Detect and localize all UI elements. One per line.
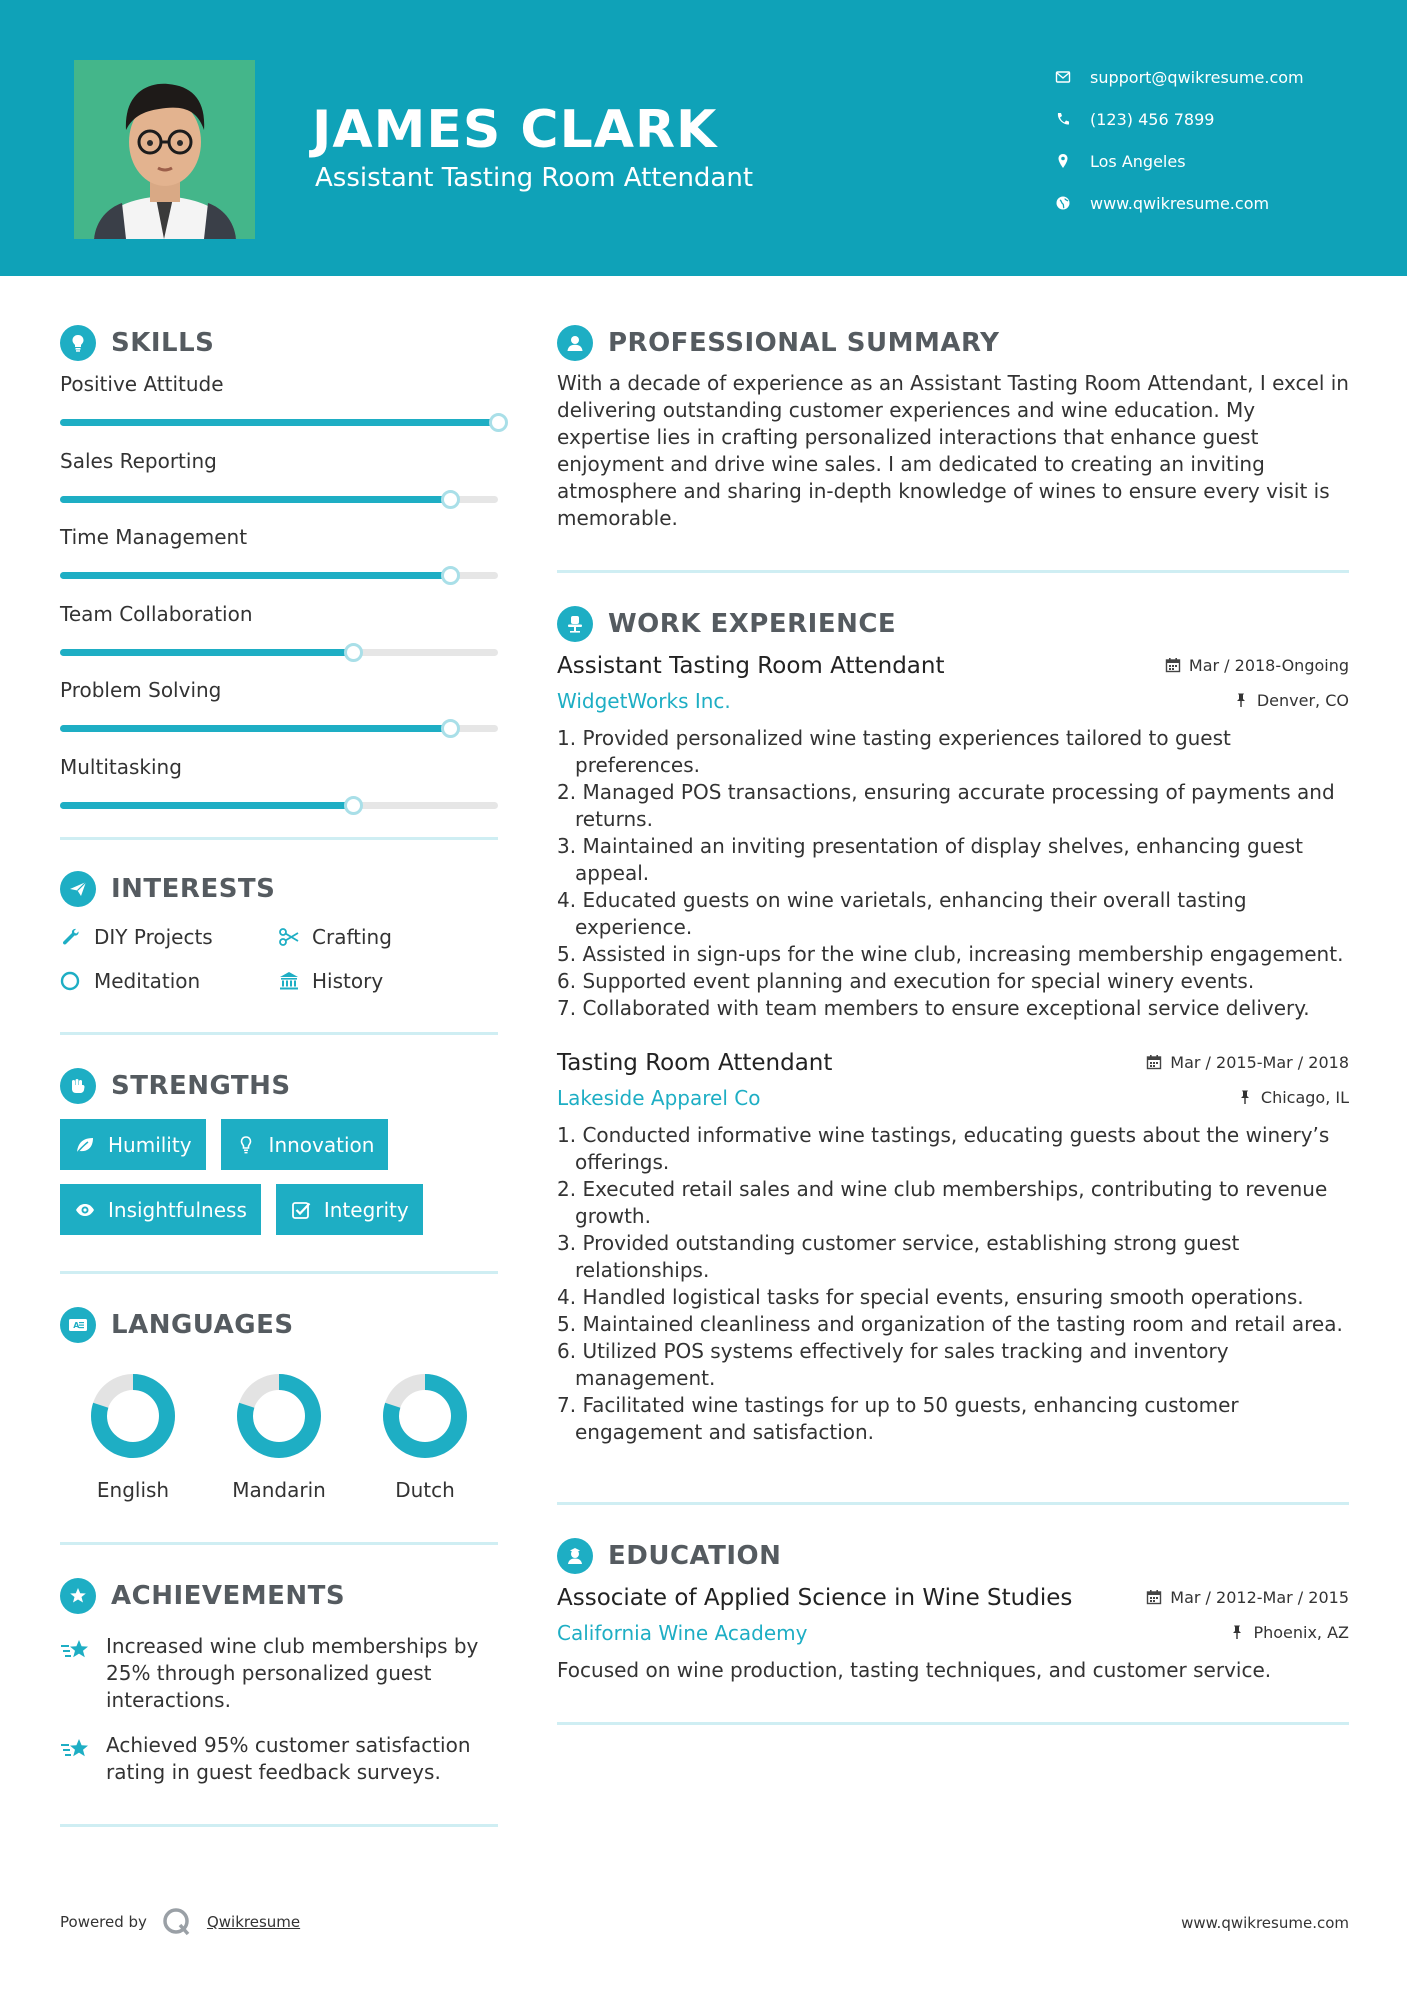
job-location-text: Chicago, IL	[1260, 1087, 1349, 1107]
powered-by-label: Powered by	[60, 1913, 147, 1931]
interest-label: Crafting	[312, 925, 392, 949]
interest-item	[278, 966, 498, 996]
skill-label: Sales Reporting	[60, 448, 217, 473]
strength-tag	[276, 1184, 423, 1235]
experience-title: WORK EXPERIENCE	[608, 609, 897, 639]
right-column	[557, 320, 1349, 1725]
calendar-icon	[1146, 1589, 1162, 1605]
candidate-title: Assistant Tasting Room Attendant	[315, 163, 754, 193]
skill-bar-knob	[441, 566, 460, 585]
strength-tag	[60, 1184, 261, 1235]
footer-website-link[interactable]: www.qwikresume.com	[1181, 1914, 1349, 1932]
section-divider	[557, 1502, 1349, 1505]
pushpin-icon	[1229, 1624, 1245, 1640]
experience-section	[557, 601, 1349, 1505]
contact-phone[interactable]	[1054, 98, 1384, 140]
job-title: Assistant Tasting Room Attendant	[557, 653, 945, 679]
skill-bar-fill	[60, 649, 353, 656]
skill-bar-track	[60, 649, 498, 656]
strengths-section	[60, 1063, 498, 1274]
education-location	[1229, 1623, 1349, 1642]
interest-item	[60, 966, 278, 996]
skill-bar-knob	[441, 719, 460, 738]
skills-title: SKILLS	[111, 328, 215, 358]
language-item	[206, 1370, 352, 1502]
school-name: California Wine Academy	[557, 1621, 808, 1645]
profile-photo	[74, 60, 255, 239]
interests-section	[60, 866, 498, 1035]
skill-bar-fill	[60, 802, 353, 809]
achievement-item	[60, 1732, 498, 1786]
skill-bar-fill	[60, 496, 450, 503]
job-bullets	[557, 1122, 1349, 1446]
languages-section	[60, 1302, 498, 1545]
interest-label: History	[312, 969, 384, 993]
job-company: WidgetWorks Inc.	[557, 689, 731, 713]
scissors-icon	[278, 926, 300, 948]
skill-label: Time Management	[60, 525, 248, 549]
job-bullet: 5. Maintained cleanliness and organization of the tasting room and retail area.	[557, 1312, 1343, 1336]
job-bullet: 2. Executed retail sales and wine club memberships, contributing to revenue growth.	[557, 1177, 1328, 1228]
job-bullet: 1. Provided personalized wine tasting experiences tailored to guest preferences.	[557, 726, 1231, 777]
job-location	[1237, 1088, 1349, 1107]
job-bullet: 4. Handled logistical tasks for special events, ensuring smooth operations.	[557, 1285, 1304, 1309]
job-bullet: 1. Conducted informative wine tastings, educating guests about the winery’s offerings.	[557, 1123, 1330, 1174]
contact-website[interactable]	[1054, 182, 1384, 224]
lightbulb-icon	[60, 325, 96, 361]
languages-title: LANGUAGES	[111, 1310, 294, 1340]
language-proficiency-donut	[379, 1370, 471, 1462]
skill-item	[60, 678, 498, 755]
job-title: Tasting Room Attendant	[557, 1050, 833, 1076]
experience-heading	[557, 601, 1349, 647]
skill-item	[60, 449, 498, 526]
skill-label: Problem Solving	[60, 678, 222, 702]
section-divider	[60, 1824, 498, 1827]
star-badge-icon	[60, 1578, 96, 1614]
qwikresume-logo-icon	[161, 1906, 193, 1938]
summary-section	[557, 320, 1349, 573]
contact-email[interactable]	[1054, 56, 1384, 98]
skill-bar-track	[60, 572, 498, 579]
education-section	[557, 1533, 1349, 1725]
paper-plane-icon	[60, 871, 96, 907]
skill-item	[60, 602, 498, 679]
skill-label: Team Collaboration	[60, 601, 253, 626]
fist-icon	[60, 1068, 96, 1104]
education-dates	[1146, 1588, 1349, 1607]
job-dates-text: Mar / 2018-Ongoing	[1188, 655, 1349, 675]
interests-list	[60, 922, 498, 996]
section-divider	[557, 570, 1349, 573]
skill-bar-track	[60, 496, 498, 503]
resume-header	[0, 0, 1407, 276]
interest-label: DIY Projects	[94, 925, 213, 949]
envelope-icon	[1054, 68, 1072, 86]
skill-bar-knob	[344, 796, 363, 815]
map-pin-icon	[1054, 152, 1072, 170]
pushpin-icon	[1237, 1089, 1253, 1105]
skill-bar-fill	[60, 725, 450, 732]
star-icon	[60, 1734, 92, 1766]
language-proficiency-donut	[87, 1370, 179, 1462]
calendar-icon	[1165, 657, 1181, 673]
job-bullets	[557, 725, 1349, 1022]
skill-bar-fill	[60, 419, 498, 426]
skills-section	[60, 320, 498, 840]
office-chair-icon	[557, 606, 593, 642]
contact-location	[1054, 140, 1384, 182]
user-icon	[557, 325, 593, 361]
job-dates	[1146, 1053, 1349, 1072]
strength-label: Humility	[108, 1132, 192, 1157]
strength-tag	[221, 1119, 389, 1170]
interest-label: Meditation	[94, 969, 201, 993]
education-title: EDUCATION	[608, 1541, 782, 1571]
achievements-section	[60, 1573, 498, 1827]
page-footer	[0, 1898, 1407, 1938]
job-bullet: 5. Assisted in sign-ups for the wine club, increasing membership engagement.	[557, 942, 1344, 966]
job-bullet: 3. Maintained an inviting presentation of display shelves, enhancing guest appeal.	[557, 834, 1303, 885]
section-divider	[557, 1722, 1349, 1725]
languages-heading	[60, 1302, 498, 1348]
skill-bar-knob	[441, 490, 460, 509]
job-company: Lakeside Apparel Co	[557, 1086, 761, 1110]
job-bullet: 7. Facilitated wine tastings for up to 50 guests, enhancing customer engagement and satisfaction.	[557, 1393, 1239, 1444]
skill-label: Multitasking	[60, 754, 182, 779]
section-divider	[60, 837, 498, 840]
achievement-text: Achieved 95% customer satisfaction rating in guest feedback surveys.	[106, 1733, 471, 1784]
summary-text: With a decade of experience as an Assistant Tasting Room Attendant, I excel in delivering outstanding customer experiences and wine education. My expertise lies in crafting personalized interactions that enhance guest enjoyment and drive wine sales. I am dedicated to creating an inviting atmosphere and sharing in-depth knowledge of wines to ensure every visit is memorable.	[557, 371, 1349, 530]
achievement-item	[60, 1633, 498, 1714]
wrench-icon	[60, 926, 82, 948]
strengths-list	[60, 1119, 498, 1235]
education-dates-text: Mar / 2012-Mar / 2015	[1170, 1587, 1349, 1607]
pushpin-icon	[1233, 692, 1249, 708]
interests-title: INTERESTS	[111, 874, 276, 904]
summary-heading	[557, 320, 1349, 366]
contact-email-text: support@qwikresume.com	[1090, 67, 1304, 87]
lightbulb-icon	[235, 1134, 257, 1156]
phone-icon	[1054, 110, 1072, 128]
education-location-text: Phoenix, AZ	[1253, 1622, 1349, 1642]
strength-label: Insightfulness	[108, 1197, 247, 1222]
graduate-icon	[557, 1538, 593, 1574]
job-location	[1233, 691, 1349, 710]
calendar-icon	[1146, 1054, 1162, 1070]
skill-item	[60, 755, 498, 832]
circle-icon	[60, 970, 82, 992]
skills-heading	[60, 320, 498, 366]
skill-label: Positive Attitude	[60, 372, 224, 396]
skill-bar-fill	[60, 572, 450, 579]
language-proficiency-donut	[233, 1370, 325, 1462]
skill-item	[60, 525, 498, 602]
language-label: English	[96, 1478, 170, 1502]
job-bullet: 4. Educated guests on wine varietals, enhancing their overall tasting experience.	[557, 888, 1247, 939]
eye-icon	[74, 1199, 96, 1221]
education-description: Focused on wine production, tasting techniques, and customer service.	[557, 1658, 1272, 1682]
job-entry	[557, 653, 1349, 1022]
svg-text:A: A	[73, 1321, 80, 1331]
skill-bar-track	[60, 419, 498, 426]
interest-item	[60, 922, 278, 952]
interests-heading	[60, 866, 498, 912]
candidate-name: JAMES CLARK	[312, 100, 718, 160]
job-location-text: Denver, CO	[1256, 690, 1349, 710]
achievement-text: Increased wine club memberships by 25% through personalized guest interactions.	[106, 1634, 479, 1712]
section-divider	[60, 1542, 498, 1545]
section-divider	[60, 1032, 498, 1035]
star-icon	[60, 1635, 92, 1667]
contact-phone-text: (123) 456 7899	[1090, 109, 1215, 129]
job-bullet: 2. Managed POS transactions, ensuring accurate processing of payments and returns.	[557, 780, 1335, 831]
language-item	[352, 1370, 498, 1502]
museum-icon	[278, 970, 300, 992]
translate-icon	[60, 1307, 96, 1343]
checkbox-icon	[290, 1199, 312, 1221]
strengths-title: STRENGTHS	[111, 1071, 291, 1101]
skill-bar-track	[60, 802, 498, 809]
contact-list	[1054, 56, 1384, 224]
globe-icon	[1054, 194, 1072, 212]
skill-bar-knob	[489, 413, 508, 432]
job-bullet: 7. Collaborated with team members to ensure exceptional service delivery.	[557, 996, 1310, 1020]
skills-list	[60, 372, 498, 831]
strength-label: Integrity	[323, 1197, 409, 1222]
education-heading	[557, 1533, 1349, 1579]
contact-location-text: Los Angeles	[1090, 151, 1186, 171]
qwikresume-link[interactable]: Qwikresume	[206, 1913, 301, 1931]
leaf-icon	[74, 1134, 96, 1156]
job-bullet: 6. Utilized POS systems effectively for sales tracking and inventory management.	[557, 1339, 1229, 1390]
achievements-title: ACHIEVEMENTS	[111, 1581, 346, 1611]
strengths-heading	[60, 1063, 498, 1109]
job-dates-text: Mar / 2015-Mar / 2018	[1170, 1052, 1349, 1072]
strength-label: Innovation	[268, 1132, 375, 1157]
skill-bar-knob	[344, 643, 363, 662]
summary-title: PROFESSIONAL SUMMARY	[608, 328, 1000, 358]
language-item	[60, 1370, 206, 1502]
strength-tag	[60, 1119, 206, 1170]
degree-title: Associate of Applied Science in Wine Studies	[557, 1585, 1073, 1611]
left-column	[60, 320, 498, 1827]
achievements-heading	[60, 1573, 498, 1619]
contact-website-text: www.qwikresume.com	[1090, 193, 1270, 213]
interest-item	[278, 922, 498, 952]
language-label: Dutch	[395, 1478, 455, 1502]
language-label: Mandarin	[232, 1478, 326, 1502]
skill-bar-track	[60, 725, 498, 732]
languages-list	[60, 1370, 498, 1502]
job-bullet: 6. Supported event planning and execution for special winery events.	[557, 969, 1255, 993]
powered-by	[60, 1906, 300, 1938]
job-dates	[1165, 656, 1349, 675]
job-entry	[557, 1050, 1349, 1446]
section-divider	[60, 1271, 498, 1274]
job-bullet: 3. Provided outstanding customer service, establishing strong guest relationships.	[557, 1231, 1240, 1282]
skill-item	[60, 372, 498, 449]
